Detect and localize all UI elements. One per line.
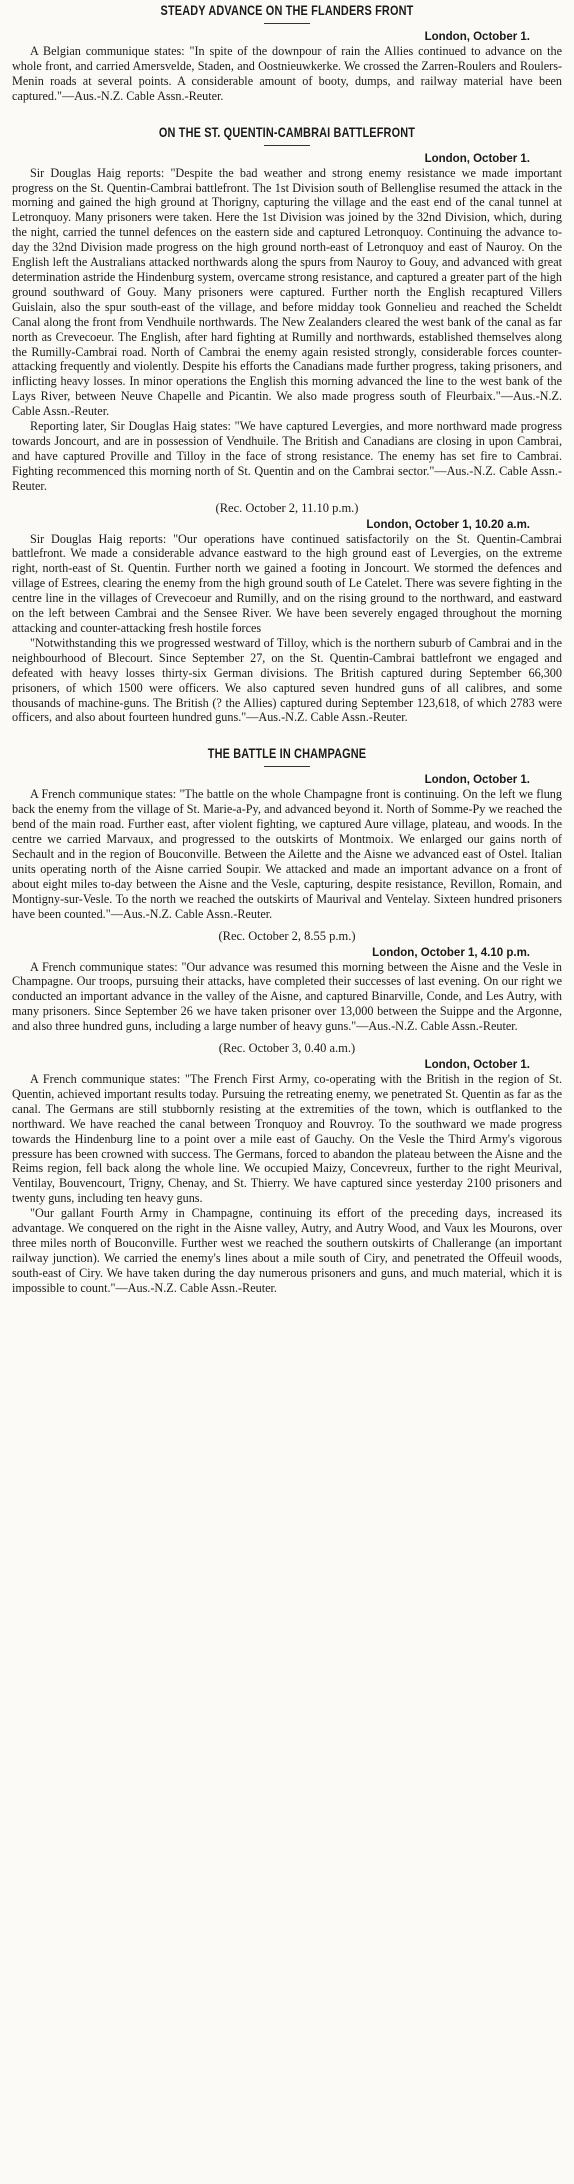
dateline: London, October 1. [424,31,530,43]
headline: THE BATTLE IN CHAMPAGNE [207,745,367,762]
divider-rule [264,23,310,24]
dateline: London, October 1. [424,1059,530,1072]
article-paragraph: A French communique states: "The battle on the whole Champagne front is continuing. On the left we flung back the enemy from the village of St. Marie-a-Py, and advanced beyond it. North of Somme-Py we reached the bend of the main road. Further east, after violent fighting, we captured Aure village, plateau, and woods. In the centre we carried Marvaux, and progressed to the outskirts of Montmoix. We enlarged our gains north of Sechault and in the region of Bouconville. Between the Ailette and the Aisne we advanced east of Ostel. Italian units operating north of the Aisne carried Soupir. We attacked and made an important advance on a front of about eight miles to-day between the Aisne and the Vesle, capturing, despite resistance, Revillon, Romain, and Montigny-sur-Vesle. To the north we reached the outskirts of Maurival and Ventelay. Sixteen hundred prisoners have been counted."—Aus.-N.Z. Cable Assn.-Reuter. [12,787,562,921]
received-note: (Rec. October 2, 11.10 p.m.) [215,500,359,515]
headline: ON THE ST. QUENTIN-CAMBRAI BATTLEFRONT [158,123,416,140]
dateline: London, October 1. [424,774,530,787]
article-paragraph: "Notwithstanding this we progressed westward of Tilloy, which is the northern suburb of Cambrai and in the neighbourhood of Blecourt. Since September 27, on the St. Quentin-Cambrai battlefront we engaged and defeated with heavy losses thirty-six German divisions. The British captured during September 66,300 prisoners, of which 1500 were officers. We also captured seven hundred guns of all calibres, and some thousands of machine-guns. The British (? the Allies) captured during September 123,618, of which 2783 were officers, and also about fourteen hundred guns."—Aus.-N.Z. Cable Assn.-Reuter. [12,635,562,725]
article-champagne [12,745,562,1295]
article-st-quentin-cambrai [12,124,562,726]
article-paragraph: "Our gallant Fourth Army in Champagne, continuing its effort of the preceding days, increased its advantage. We conquered on the right in the Aisne valley, Autry, and Autry Wood, and Vaux les Mourons, over three miles north of Bouconville. Further west we reached the southern outskirts of Challerange (an important railway junction). We carried the enemy's lines about a mile south of Ciry, and penetrated the Offeuil woods, south-east of Ciry. We have taken during the day numerous prisoners and guns, and much material, which it is impossible to count."—Aus.-N.Z. Cable Assn.-Reuter. [12,1206,562,1295]
headline: STEADY ADVANCE ON THE FLANDERS FRONT [160,2,414,18]
received-note: (Rec. October 2, 8.55 p.m.) [218,928,356,943]
article-paragraph: A French communique states: "Our advance was resumed this morning between the Aisne and the Vesle in Champagne. Our troops, pursuing their attacks, have completed their successes of last evening. On our right we conducted an important advance in the valley of the Aisne, and captured Binarville, Conde, and Les Autry, with many prisoners. Since September 26 we have taken prisoner over 13,000 between the Suippe and the Argonne, and also three hundred guns, including a large number of heavy guns."—Aus.-N.Z. Cable Assn.-Reuter. [12,959,562,1034]
dateline: London, October 1. [424,152,530,165]
divider-rule [264,145,310,146]
divider-rule [264,766,310,767]
article-paragraph: Sir Douglas Haig reports: "Despite the bad weather and strong enemy resistance we made important progress on the St. Quentin-Cambrai battlefront. The 1st Division south of Bellenglise resumed the attack in the morning and gained the high ground at Thorigny, capturing the village and the east end of the canal tunnel at Letronquoy. Many prisoners were taken. Here the 1st Division was joined by the 32nd Division, which, during the night, carried the tunnel defences on the eastern side and captured Letronquoy. Continuing the advance to-day the 32nd Division made progress on the high ground north-east of Letronquoy and east of Nauroy. On the English left the Australians attacked northwards along the spurs from Nauroy to Gouy, and advanced with great determination astride the Hindenburg system, overcame strong resistance, and captured a greater part of the high ground southward of Gouy. Many prisoners were captured. Further north the English recaptured Villers Guislain, also the spur south-east of the village, and before midday took Gonnelieu and reached the Scheldt Canal along the front from Vendhuile northwards. The New Zealanders cleared the west bank of the canal as far north as Crevecoeur. The English, after hard fighting at Rumilly and northwards, established themselves along the Rumilly-Cambrai road. North of Cambrai the enemy again resisted strongly, considerable forces counter-attacking frequently and violently. Despite his efforts the Canadians made further progress, taking prisoners, and inflicting heavy losses. In minor operations the English this morning advanced the line to the west bank of the Lays River, between Neuve Chapelle and Picantin. We also made progress south of Fleurbaix."—Aus.-N.Z. Cable Assn.-Reuter. [12,165,562,419]
article-flanders [12,2,562,104]
article-paragraph: Reporting later, Sir Douglas Haig states: "We have captured Levergies, and more northward made progress towards Joncourt, and are in possession of Vendhuile. The British and Canadians are closing in upon Cambrai, and have captured Proville and Tilloy in the face of strong resistance. The enemy has set fire to Cambrai. Fighting recommenced this morning north of St. Quentin and on the Cambrai sector."—Aus.-N.Z. Cable Assn.-Reuter. [12,419,562,493]
received-note: (Rec. October 3, 0.40 a.m.) [218,1041,356,1056]
article-paragraph: A French communique states: "The French First Army, co-operating with the British in the region of St. Quentin, achieved important results today. Pursuing the retreating enemy, we penetrated St. Quentin as far as the canal. The Germans are still stubbornly resisting at the extremities of the town, which is outflanked to the northward. We have reached the canal between Tronquoy and Rouvroy. To the southward we made progress towards the Hindenburg line to a point over a mile east of Gauchy. On the Vesle the Third Army's vigorous pressure has been crowned with success. The Germans, forced to abandon the plateau between the Aisne and the Reims region, fell back along the whole line. We occupied Maizy, Concevreux, further to the right Meurival, Ventilay, Bouvencourt, Trigny, Chenay, and St. Thierry. We have captured since yesterday 2100 prisoners and twenty guns, including ten heavy guns. [12,1072,562,1206]
dateline: London, October 1, 4.10 p.m. [372,946,530,959]
article-paragraph: Sir Douglas Haig reports: "Our operations have continued satisfactorily on the St. Quentin-Cambrai battlefront. We made a considerable advance eastward to the high ground east of Levergies, on the extreme right, north-east of St. Quentin. Further north we gained a footing in Joncourt. We stormed the defences and village of Estrees, clearing the enemy from the high ground south of Le Catelet. There was severe fighting in the centre line in the villages of Crevecoeur and Rumilly, and on the rising ground to the northward, and eastward on the left between Cambrai and the Sensee River. We have been severely engaged throughout the morning attacking and counter-attacking fresh hostile forces [12,531,562,635]
article-paragraph: A Belgian communique states: "In spite of the downpour of rain the Allies continued to advance on the whole front, and carried Amersvelde, Staden, and Oostnieuwkerke. We crossed the Zarren-Roulers and Roulers-Menin roads at several points. A considerable amount of booty, dumps, and railway material have been captured."—Aus.-N.Z. Cable Assn.-Reuter. [12,44,562,103]
dateline: London, October 1, 10.20 a.m. [366,518,530,531]
